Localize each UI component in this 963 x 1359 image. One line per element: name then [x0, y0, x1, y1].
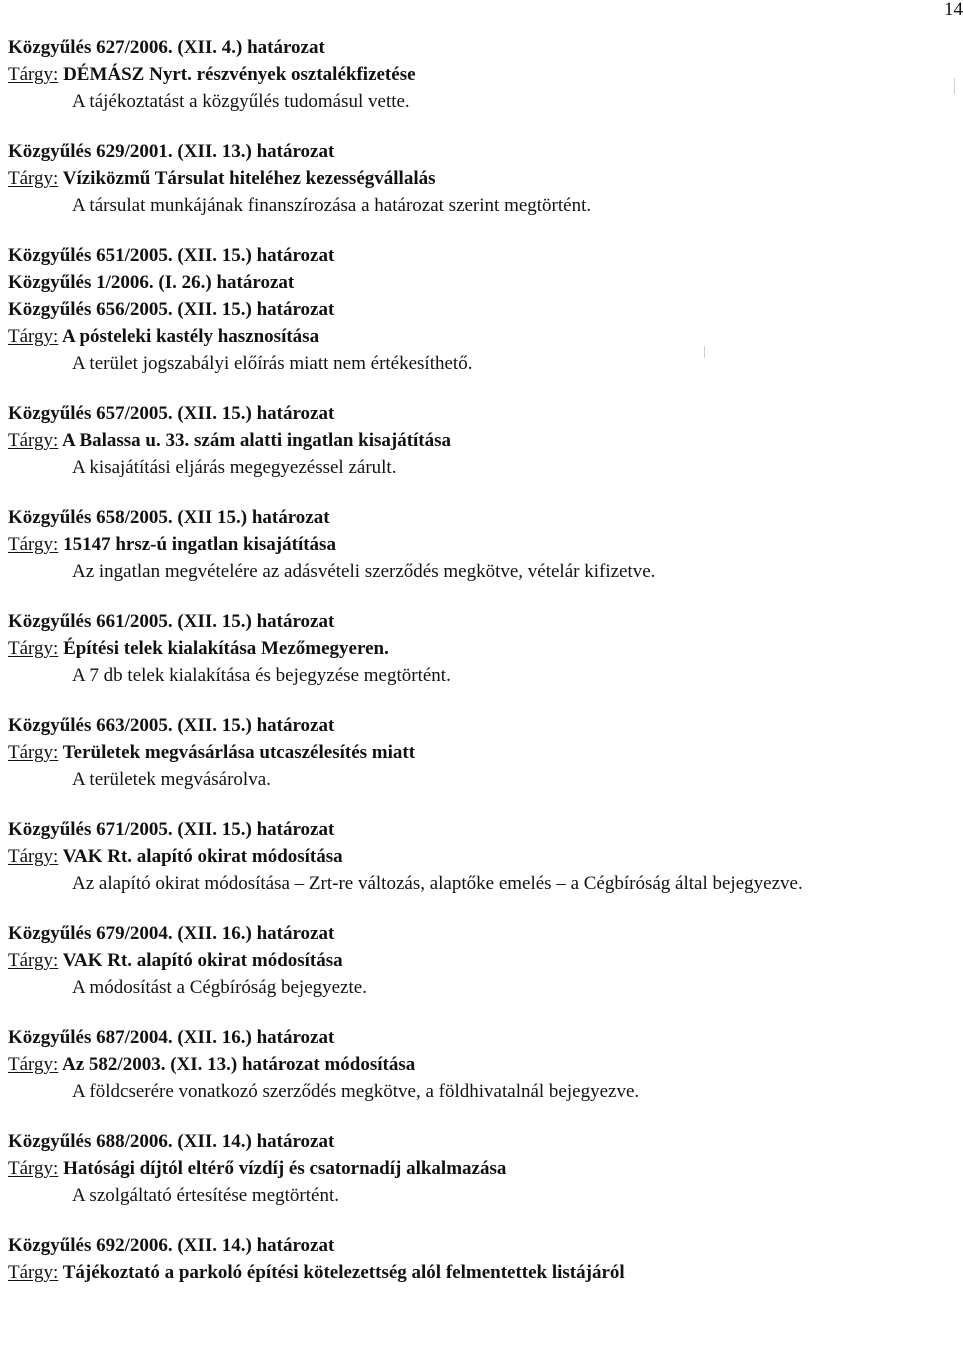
- decision-reference: Közgyűlés 1/2006. (I. 26.) határozat: [8, 272, 295, 293]
- result-text: Az alapító okirat módosítása – Zrt-re változás, alaptőke emelés – a Cégbíróság által bejegyezve.: [72, 873, 803, 894]
- subject-line: [8, 165, 948, 192]
- subject-line: [8, 1259, 948, 1286]
- decision-reference: Közgyűlés 656/2005. (XII. 15.) határozat: [8, 299, 335, 320]
- result-text: A kisajátítási eljárás megegyezéssel zárult.: [72, 457, 397, 478]
- decision-entry: [8, 1128, 948, 1209]
- subject-text: Hatósági díjtól eltérő vízdíj és csatornadíj alkalmazása: [63, 1158, 507, 1179]
- subject-text: Építési telek kialakítása Mezőmegyeren.: [63, 638, 389, 659]
- result-text: A szolgáltató értesítése megtörtént.: [72, 1185, 339, 1206]
- decision-entry: [8, 608, 948, 689]
- result-text: A terület jogszabályi előírás miatt nem értékesíthető.: [72, 353, 473, 374]
- decision-reference: Közgyűlés 651/2005. (XII. 15.) határozat: [8, 245, 335, 266]
- subject-line: [8, 635, 948, 662]
- result-text: A földcserére vonatkozó szerződés megkötve, a földhivatalnál bejegyezve.: [72, 1081, 640, 1102]
- result-text: A társulat munkájának finanszírozása a határozat szerint megtörtént.: [72, 195, 592, 216]
- result-text: Az ingatlan megvételére az adásvételi szerződés megkötve, vételár kifizetve.: [72, 561, 656, 582]
- decision-reference: Közgyűlés 663/2005. (XII. 15.) határozat: [8, 715, 335, 736]
- subject-line: [8, 1155, 948, 1182]
- subject-label: Tárgy:: [8, 742, 59, 763]
- scan-mark: [954, 78, 955, 94]
- subject-line: [8, 61, 948, 88]
- subject-line: [8, 1051, 948, 1078]
- result-text: A tájékoztatást a közgyűlés tudomásul vette.: [72, 91, 410, 112]
- decision-reference: Közgyűlés 657/2005. (XII. 15.) határozat: [8, 403, 335, 424]
- decision-list: [8, 34, 948, 1296]
- subject-text: Tájékoztató a parkoló építési kötelezettség alól felmentettek listájáról: [62, 1262, 625, 1283]
- subject-line: [8, 739, 948, 766]
- decision-entry: [8, 34, 948, 115]
- subject-label: Tárgy:: [8, 950, 59, 971]
- decision-entry: [8, 1232, 948, 1286]
- subject-text: A Balassa u. 33. szám alatti ingatlan kisajátítása: [62, 430, 452, 451]
- decision-reference: Közgyűlés 671/2005. (XII. 15.) határozat: [8, 819, 335, 840]
- subject-label: Tárgy:: [8, 430, 59, 451]
- decision-entry: [8, 242, 948, 377]
- decision-entry: [8, 712, 948, 793]
- scan-mark: [704, 346, 705, 358]
- subject-text: A pósteleki kastély hasznosítása: [62, 326, 320, 347]
- subject-text: DÉMÁSZ Nyrt. részvények osztalékfizetése: [63, 64, 416, 85]
- subject-label: Tárgy:: [8, 846, 59, 867]
- subject-label: Tárgy:: [8, 1158, 59, 1179]
- decision-reference: Közgyűlés 687/2004. (XII. 16.) határozat: [8, 1027, 335, 1048]
- subject-text: Víziközmű Társulat hiteléhez kezességvállalás: [62, 168, 436, 189]
- subject-label: Tárgy:: [8, 1262, 59, 1283]
- decision-reference: Közgyűlés 679/2004. (XII. 16.) határozat: [8, 923, 335, 944]
- page-number: 14: [944, 0, 963, 20]
- subject-text: VAK Rt. alapító okirat módosítása: [62, 846, 343, 867]
- subject-label: Tárgy:: [8, 1054, 59, 1075]
- subject-line: [8, 323, 948, 350]
- subject-label: Tárgy:: [8, 64, 59, 85]
- subject-label: Tárgy:: [8, 326, 59, 347]
- result-text: A módosítást a Cégbíróság bejegyezte.: [72, 977, 367, 998]
- subject-line: [8, 427, 948, 454]
- subject-line: [8, 947, 948, 974]
- subject-text: Területek megvásárlása utcaszélesítés miatt: [62, 742, 416, 763]
- subject-text: 15147 hrsz-ú ingatlan kisajátítása: [63, 534, 336, 555]
- decision-reference: Közgyűlés 692/2006. (XII. 14.) határozat: [8, 1235, 335, 1256]
- decision-reference: Közgyűlés 627/2006. (XII. 4.) határozat: [8, 37, 325, 58]
- decision-entry: [8, 400, 948, 481]
- subject-label: Tárgy:: [8, 534, 59, 555]
- decision-entry: [8, 138, 948, 219]
- decision-reference: Közgyűlés 658/2005. (XII 15.) határozat: [8, 507, 330, 528]
- subject-line: [8, 531, 948, 558]
- subject-label: Tárgy:: [8, 168, 59, 189]
- decision-entry: [8, 816, 948, 897]
- result-text: A területek megvásárolva.: [72, 769, 271, 790]
- decision-reference: Közgyűlés 688/2006. (XII. 14.) határozat: [8, 1131, 335, 1152]
- result-text: A 7 db telek kialakítása és bejegyzése megtörtént.: [72, 665, 451, 686]
- decision-entry: [8, 1024, 948, 1105]
- subject-label: Tárgy:: [8, 638, 59, 659]
- subject-line: [8, 843, 948, 870]
- subject-text: VAK Rt. alapító okirat módosítása: [62, 950, 343, 971]
- decision-reference: Közgyűlés 661/2005. (XII. 15.) határozat: [8, 611, 335, 632]
- decision-entry: [8, 920, 948, 1001]
- subject-text: Az 582/2003. (XI. 13.) határozat módosítása: [62, 1054, 416, 1075]
- decision-entry: [8, 504, 948, 585]
- decision-reference: Közgyűlés 629/2001. (XII. 13.) határozat: [8, 141, 335, 162]
